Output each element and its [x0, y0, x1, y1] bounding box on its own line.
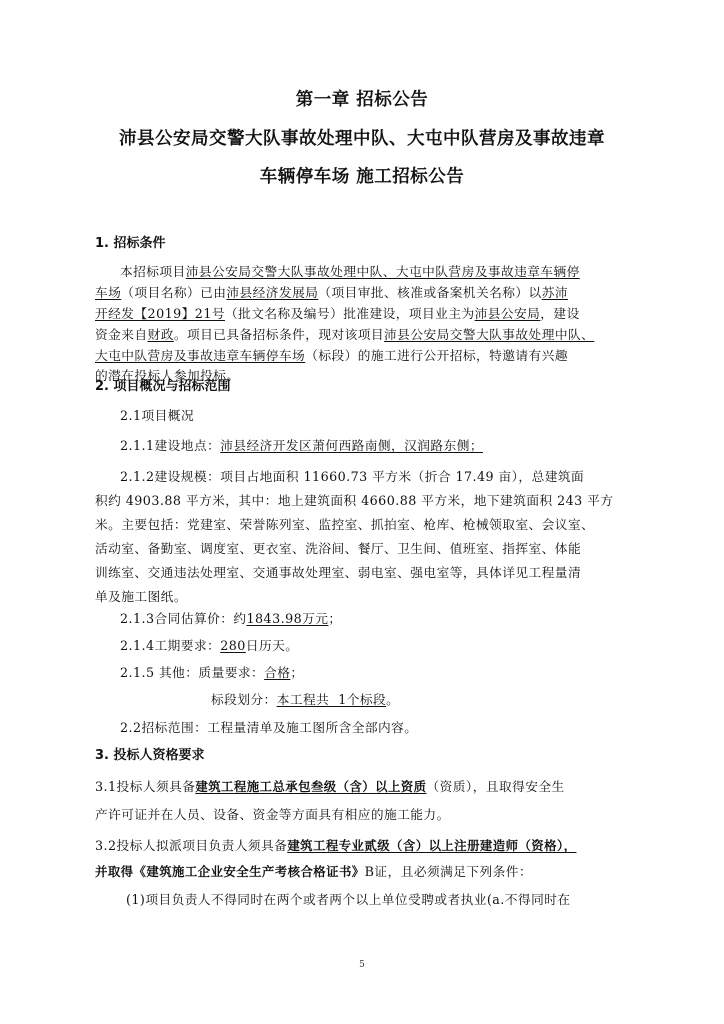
required-constructor-level: 建筑工程专业贰级（含）以上注册建造师（资格）， — [287, 838, 577, 853]
construction-site: 沛县经济开发区萧何西路南侧，汉润路东侧； — [220, 438, 483, 453]
approval-doc-part1: 苏沛 — [541, 285, 568, 300]
estimated-price: 1843.98万元 — [246, 611, 329, 626]
p215-other — [120, 663, 304, 683]
s1-line6: 的潜在投标人参加投标。 — [95, 368, 240, 383]
approval-doc-part2: 开经发 — [95, 306, 135, 321]
p212-line6: 单及施工图纸。 — [95, 589, 187, 604]
p32-text: 3.2投标人拟派项目负责人须具备 — [95, 838, 288, 853]
p212-line4: 活动室、备勤室、调度室、更衣室、洗浴间、餐厅、卫生间、值班室、指挥室、体能 — [95, 541, 582, 556]
s1-text: （标段）的施工进行公开招标，特邀请有兴趣 — [305, 348, 568, 363]
p214-label: 2.1.4工期要求： — [120, 638, 221, 653]
project-owner: 沛县公安局 — [474, 306, 541, 321]
p21-overview: 2.1项目概况 — [120, 408, 195, 423]
s1-text: ，建设 — [540, 306, 580, 321]
section-name-part1: 沛县公安局交警大队事故处理中队、 — [384, 327, 595, 342]
s1-text: （批文名称及编号）批准建设，项目业主为 — [224, 306, 475, 321]
p22-scope: 2.2招标范围：工程量清单及施工图所含全部内容。 — [120, 720, 418, 735]
duration-days: 280 — [220, 638, 246, 653]
p213-end: ； — [328, 611, 342, 626]
p32-condition1: (1)项目负责人不得同时在两个或者两个以上单位受聘或者执业(a.不得同时在 — [126, 892, 571, 907]
section2-heading: 2. 项目概况与招标范围 — [95, 379, 231, 394]
p212-line1: 2.1.2建设规模：项目占地面积 11660.73 平方米（折合 17.49 亩），总建筑面 — [120, 469, 585, 484]
p213-contract-price — [120, 609, 342, 629]
approval-number: 21号 — [194, 306, 225, 321]
p211-location — [120, 436, 483, 456]
project-name-part2: 车场 — [95, 285, 122, 300]
p32-text: B证，且必须满足下列条件： — [364, 864, 533, 879]
approval-year: 【2019】 — [134, 306, 195, 321]
p31-line1 — [95, 777, 565, 797]
page-number: 5 — [359, 960, 365, 970]
p214-duration — [120, 636, 298, 656]
section-name-part2: 大屯中队营房及事故违章车辆停车场 — [95, 348, 306, 363]
p32-line2 — [95, 862, 532, 882]
p211-label: 2.1.1建设地点： — [120, 438, 221, 453]
s1-text: （项目名称）已由 — [121, 285, 227, 300]
p212-line2: 积约 4903.88 平方米，其中：地上建筑面积 4660.88 平方米，地下建筑面积 243 平方 — [95, 493, 614, 508]
s1-line5 — [95, 346, 568, 366]
p32-line1 — [95, 836, 576, 856]
p214-end: 日历天。 — [245, 638, 299, 653]
p215-end: ； — [290, 665, 304, 680]
s1-text: 。项目已具备招标条件，现对该项目 — [173, 327, 385, 342]
approval-authority: 沛县经济发展局 — [226, 285, 319, 300]
p215-sections — [211, 690, 399, 710]
p31-text: （资质），且取得安全生 — [426, 779, 565, 794]
p215-label: 2.1.5 其他：质量要求： — [120, 665, 265, 680]
s1-line1 — [120, 262, 580, 282]
funding-source: 财政 — [147, 327, 174, 342]
p31-line2: 产许可证并在人员、设备、资金等方面具有相应的施工能力。 — [95, 807, 450, 822]
s1-text: （项目审批、核准或备案机关名称）以 — [318, 285, 542, 300]
s1-line4 — [95, 325, 594, 345]
section3-heading: 3. 投标人资格要求 — [95, 748, 205, 763]
required-qualification: 建筑工程施工总承包叁级（含）以上资质 — [195, 779, 427, 794]
p213-label: 2.1.3合同估算价：约 — [120, 611, 247, 626]
safety-certificate: 并取得《建筑施工企业安全生产考核合格证书》 — [95, 864, 365, 879]
sections-label: 标段划分： — [211, 692, 277, 707]
s1-line2 — [95, 283, 568, 303]
p31-text: 3.1投标人须具备 — [95, 779, 196, 794]
project-name-part1: 沛县公安局交警大队事故处理中队、大屯中队营房及事故违章车辆停 — [185, 264, 580, 279]
section1-heading: 1. 招标条件 — [95, 236, 166, 251]
s1-text: 本招标项目 — [120, 264, 186, 279]
p212-line3: 米。主要包括：党建室、荣誉陈列室、监控室、抓拍室、枪库、枪械领取室、会议室、 — [95, 517, 595, 532]
p212-line5: 训练室、交通违法处理室、交通事故处理室、弱电室、强电室等，具体详见工程量清 — [95, 565, 582, 580]
s1-text: 资金来自 — [95, 327, 148, 342]
notice-title-line2: 车辆停车场 施工招标公告 — [259, 167, 465, 187]
notice-title-line1: 沛县公安局交警大队事故处理中队、大屯中队营房及事故违章 — [119, 129, 605, 149]
sections-end: 。 — [386, 692, 400, 707]
quality-requirement: 合格 — [264, 665, 291, 680]
s1-line3 — [95, 304, 580, 324]
section-count: 本工程共 1个标段 — [276, 692, 387, 707]
chapter-title: 第一章 招标公告 — [295, 90, 429, 110]
